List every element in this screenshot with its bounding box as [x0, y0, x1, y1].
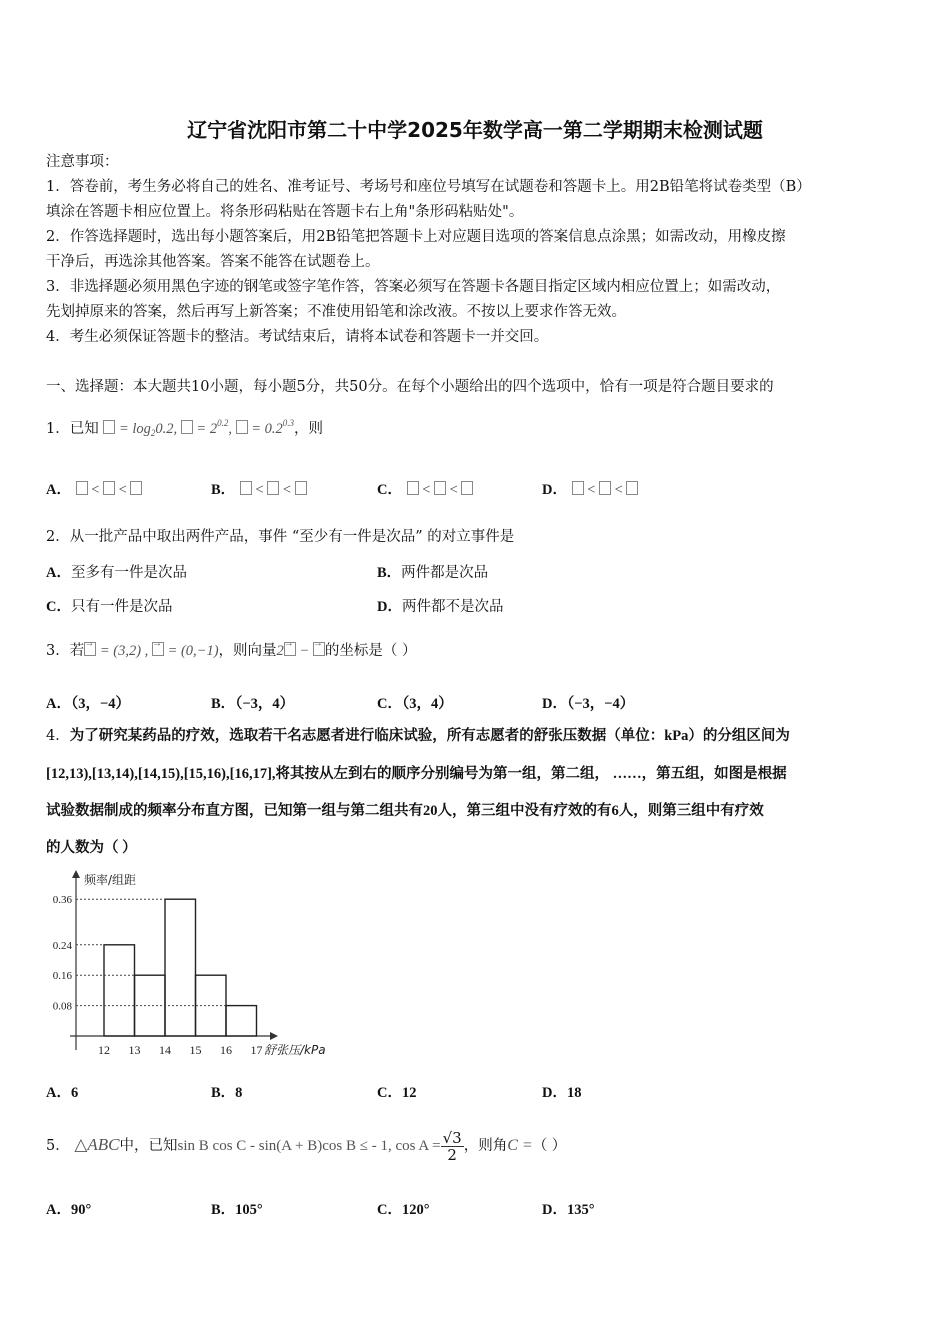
q3-option-a[interactable]: A．（3，−4）: [46, 696, 130, 712]
placeholder-glyph: [103, 420, 115, 434]
note-line: 2．作答选择题时，选出每小题答案后，用2B铅笔把答题卡上对应题目选项的答案信息点涂黑；如需改动，用橡皮擦: [46, 229, 786, 245]
placeholder-glyph: [236, 420, 248, 434]
q2-option-c[interactable]: C．只有一件是次品: [46, 599, 173, 615]
x-tick-label: 13: [128, 1043, 141, 1057]
q5-option-b[interactable]: B．105°: [211, 1202, 263, 1218]
x-tick-label: 15: [189, 1043, 202, 1057]
exam-title: 辽宁省沈阳市第二十中学2025年数学高一第二学期期末检测试题: [187, 118, 763, 142]
histogram-bar: [165, 899, 196, 1036]
y-tick-label: 0.24: [52, 939, 72, 952]
question-4-line: [12,13),[13,14),[14,15),[15,16),[16,17],将其按从左到右的顺序分别编号为第一组，第二组， ……，第五组，如图是根据: [46, 766, 787, 782]
q1-option-b[interactable]: B． < <: [211, 478, 307, 499]
note-line: 3．非选择题必须用黑色字迹的钢笔或签字笔作答，答案必须写在答题卡各题目指定区域内相应位置上；如需改动，: [46, 279, 781, 295]
q5-option-d[interactable]: D．135°: [542, 1202, 595, 1218]
question-number: 1．: [46, 421, 70, 437]
question-3: 3．若 → = (3,2) , → = (0,−1)，则向量2 → − → 的坐标是（ ）: [46, 638, 417, 659]
y-tick-label: 0.08: [52, 1000, 72, 1013]
histogram-bar: [226, 1006, 257, 1036]
section-heading: 一、选择题：本大题共10小题，每小题5分，共50分。在每个小题给出的四个选项中，恰有一项是符合题目要求的: [46, 379, 774, 395]
question-4: 4．为了研究某药品的疗效，选取若干名志愿者进行临床试验，所有志愿者的舒张压数据（单位：kPa）的分组区间为: [46, 728, 790, 744]
q3-option-c[interactable]: C．（3，4）: [377, 696, 453, 712]
x-tick-label: 16: [220, 1043, 232, 1057]
question-5: 5． △ABC中，已知sin B cos C - sin(A + B)cos B ≤ - 1, cos A = $\frac{√3}{2}$ ，则角C =（ ）: [46, 1128, 567, 1164]
placeholder-glyph: [181, 420, 193, 434]
y-tick-label: 0.36: [52, 894, 72, 907]
x-tick-label: 17: [250, 1043, 263, 1057]
question-4-line: 的人数为（ ）: [46, 840, 137, 856]
y-axis-arrow: [72, 870, 80, 878]
question-2: 2．从一批产品中取出两件产品，事件 “至少有一件是次品” 的对立事件是: [46, 529, 515, 545]
q3-option-d[interactable]: D．（−3，−4）: [542, 696, 635, 712]
question-text: ，则: [294, 421, 324, 437]
q4-option-b[interactable]: B．8: [211, 1085, 243, 1101]
y-tick-label: 0.16: [52, 970, 72, 983]
x-tick-label: 12: [98, 1043, 110, 1057]
q1-formula: = $\log_20.2$, = $2^{0.2}$, = $0.2^{0.3}$: [103, 421, 294, 437]
note-line: 先划掉原来的答案，然后再写上新答案；不准使用铅笔和涂改液。不按以上要求作答无效。: [46, 304, 626, 320]
q5-condition: sin B cos C - sin(A + B)cos B ≤ - 1, cos A =: [177, 1138, 441, 1154]
histogram-bar: [104, 945, 135, 1036]
q5-option-a[interactable]: A．90°: [46, 1202, 92, 1218]
fraction: $\frac{√3}{2}$: [442, 1128, 462, 1164]
note-line: 填涂在答题卡相应位置上。将条形码粘贴在答题卡右上角"条形码粘贴处"。: [46, 204, 524, 220]
q4-option-c[interactable]: C．12: [377, 1085, 417, 1101]
q1-option-d[interactable]: D． < <: [542, 478, 638, 499]
question-text: 已知: [69, 421, 99, 437]
notes-heading: 注意事项：: [46, 154, 119, 170]
question-4-line: 试验数据制成的频率分布直方图，已知第一组与第二组共有20人，第三组中没有疗效的有6人，则第三组中有疗效: [46, 803, 764, 819]
q3-vectors: → = (3,2) , → = (0,−1): [84, 638, 219, 659]
note-line: 干净后，再选涂其他答案。答案不能答在试题卷上。: [46, 254, 380, 270]
frequency-histogram: [46, 866, 346, 1060]
q1-option-a[interactable]: A． < <: [46, 478, 142, 499]
q5-option-c[interactable]: C．120°: [377, 1202, 430, 1218]
x-axis-arrow: [270, 1032, 278, 1040]
q2-option-d[interactable]: D．两件都不是次品: [377, 599, 504, 615]
q4-option-a[interactable]: A．6: [46, 1085, 79, 1101]
x-tick-label: 14: [159, 1043, 171, 1057]
note-line: 1．答卷前，考生务必将自己的姓名、准考证号、考场号和座位号填写在试题卷和答题卡上。用2B铅笔将试卷类型（B）: [46, 179, 811, 195]
x-axis-label: 舒张压/kPa: [264, 1043, 326, 1057]
q4-option-d[interactable]: D．18: [542, 1085, 582, 1101]
note-line: 4．考生必须保证答题卡的整洁。考试结束后，请将本试卷和答题卡一并交回。: [46, 329, 549, 345]
q3-option-b[interactable]: B．（−3，4）: [211, 696, 295, 712]
q2-option-a[interactable]: A．至多有一件是次品: [46, 565, 187, 581]
q1-option-c[interactable]: C． < <: [377, 478, 473, 499]
q2-option-b[interactable]: B．两件都是次品: [377, 565, 489, 581]
question-1: [46, 413, 323, 443]
y-axis-label: 频率/组距: [84, 873, 137, 887]
